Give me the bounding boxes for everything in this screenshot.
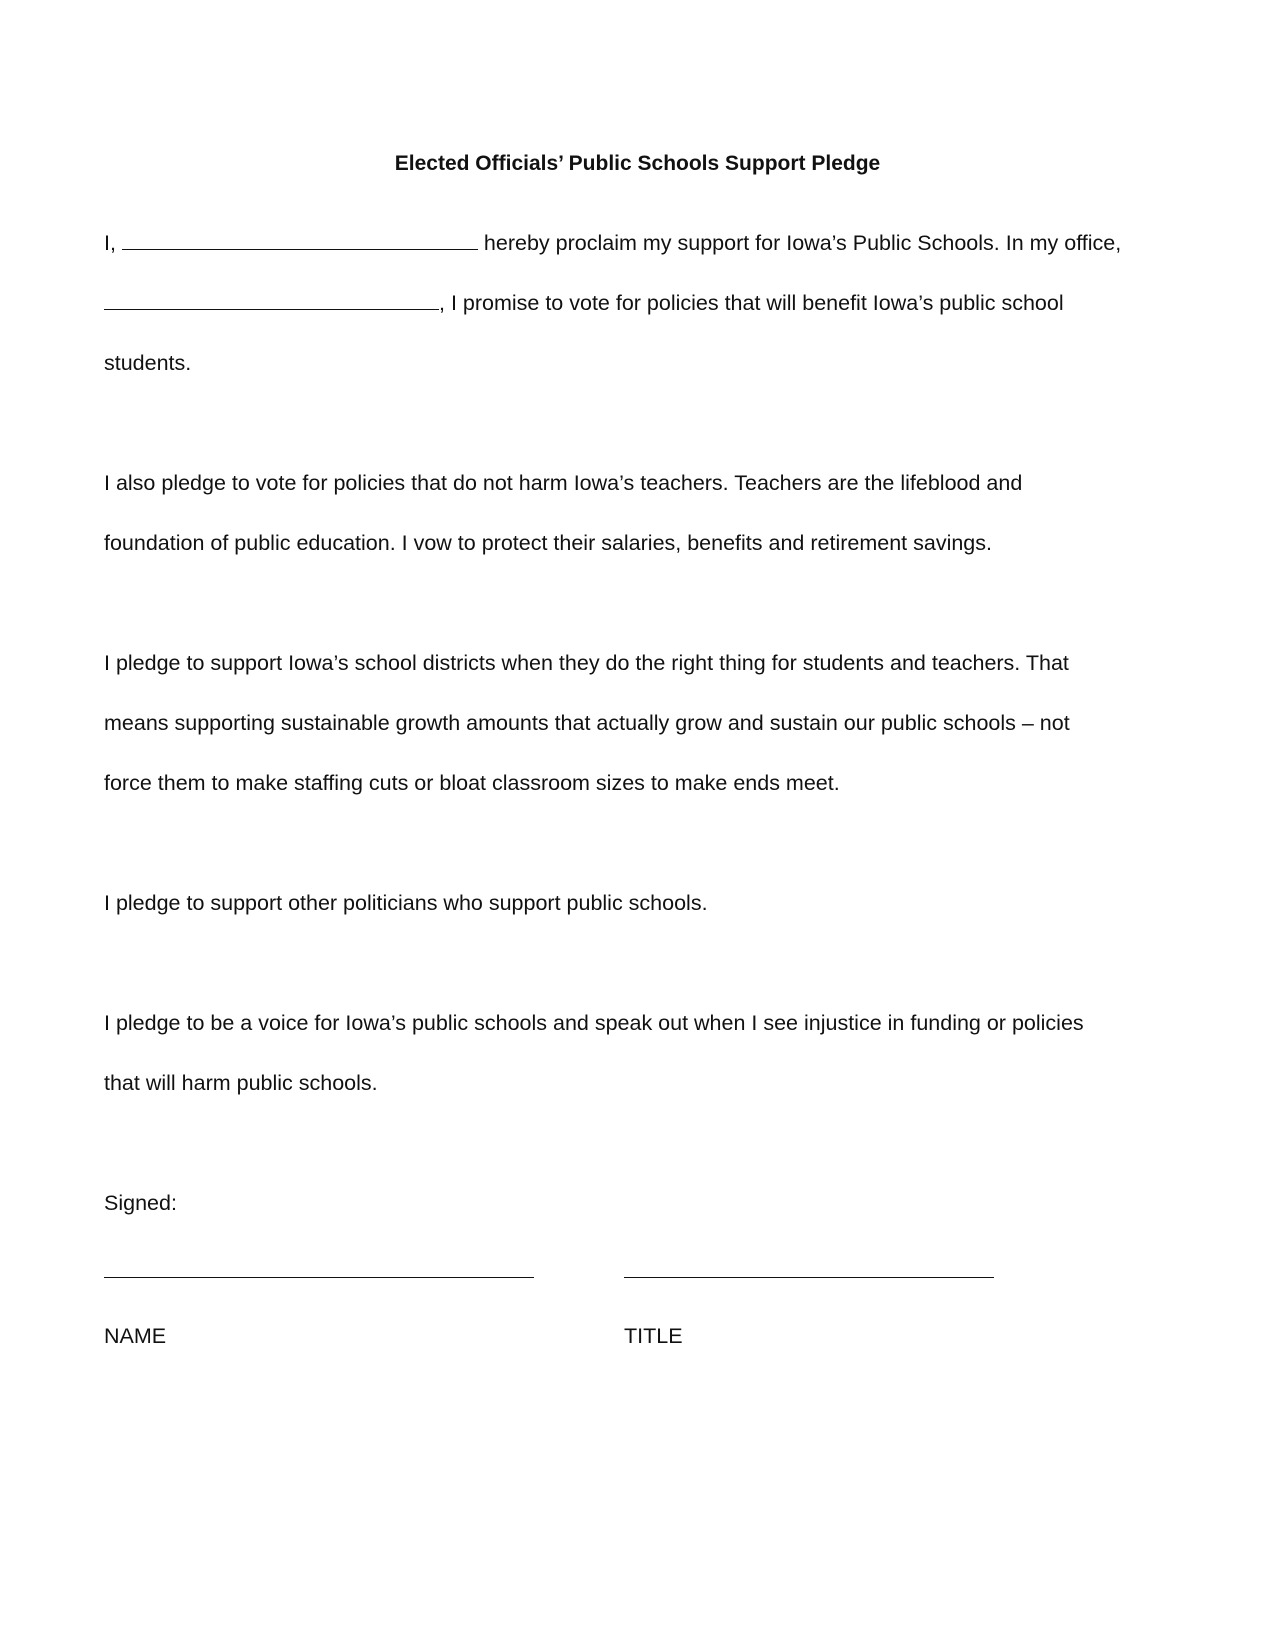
para1-line2 [104,289,1064,317]
title-label: TITLE [624,1324,683,1348]
para1-line1-prefix: I, [104,231,116,255]
para1-line1 [104,229,1121,257]
para2-line1: I also pledge to vote for policies that do not harm Iowa’s teachers. Teachers are the lifeblood and [104,471,1023,495]
para5-line1: I pledge to be a voice for Iowa’s public schools and speak out when I see injustice in funding or policies [104,1011,1084,1035]
para3-line2: means supporting sustainable growth amounts that actually grow and sustain our public schools – not [104,711,1070,735]
signed-label: Signed: [104,1191,177,1215]
para1-line3: students. [104,351,192,375]
name-signature-line[interactable] [104,1277,534,1278]
para2-line2: foundation of public education. I vow to protect their salaries, benefits and retirement savings. [104,531,992,555]
name-label: NAME [104,1324,167,1348]
para1-line2-suffix: , I promise to vote for policies that will benefit Iowa’s public school [439,291,1064,315]
para3-line1: I pledge to support Iowa’s school districts when they do the right thing for students and teachers. That [104,651,1069,675]
title-signature-line[interactable] [624,1277,994,1278]
para5-line2: that will harm public schools. [104,1071,378,1095]
para3-line3: force them to make staffing cuts or bloat classroom sizes to make ends meet. [104,771,840,795]
para4-line1: I pledge to support other politicians who support public schools. [104,891,708,915]
office-blank-field[interactable] [104,289,439,310]
name-blank-field[interactable] [122,229,478,250]
document-title: Elected Officials’ Public Schools Support Pledge [394,152,881,175]
para1-line1-suffix: hereby proclaim my support for Iowa’s Public Schools. In my office, [483,231,1122,255]
